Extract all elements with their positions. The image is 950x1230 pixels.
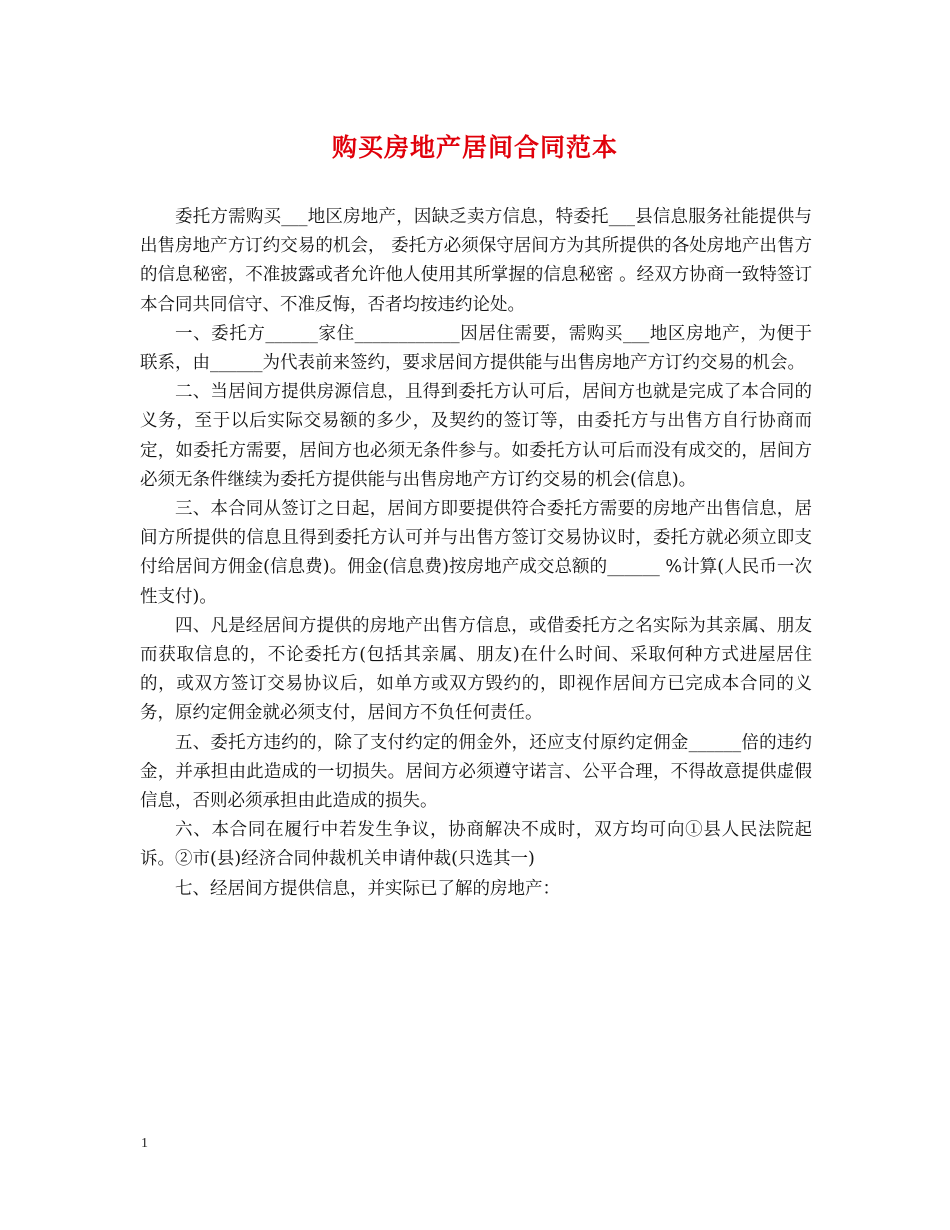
- document-body: [140, 203, 812, 904]
- paragraph-intro: 委托方需购买___地区房地产，因缺乏卖方信息，特委托___县信息服务社能提供与出售房地产方订约交易的机会， 委托方必须保守居间方为其所提供的各处房地产出售方的信息秘密，不准披露或者允许他人使用其所掌握的信息秘密 。经双方协商一致特签订本合同共同信守、不准反悔，否者均按违约论处。: [140, 207, 812, 315]
- paragraph-clause-2: 二、当居间方提供房源信息，且得到委托方认可后，居间方也就是完成了本合同的义务，至于以后实际交易额的多少，及契约的签订等，由委托方与出售方自行协商而定，如委托方需要，居间方也必须无条件参与。如委托方认可后而没有成交的，居间方必须无条件继续为委托方提供能与出售房地产方订约交易的机会(信息)。: [140, 382, 812, 490]
- paragraph-clause-3: 三、本合同从签订之日起，居间方即要提供符合委托方需要的房地产出售信息，居间方所提供的信息且得到委托方认可并与出售方签订交易协议时，委托方就必须立即支付给居间方佣金(信息费)。佣金(信息费)按房地产成交总额的______ %计算(人民币一次性支付)。: [140, 499, 812, 607]
- paragraph-clause-5: 五、委托方违约的，除了支付约定的佣金外，还应支付原约定佣金______倍的违约金，并承担由此造成的一切损失。居间方必须遵守诺言、公平合理，不得故意提供虚假信息，否则必须承担由此造成的损失。: [140, 732, 812, 812]
- paragraph-clause-1: 一、委托方______家住____________因居住需要，需购买___地区房地产，为便于联系，由______为代表前来签约，要求居间方提供能与出售房地产方订约交易的机会。: [140, 323, 812, 374]
- paragraph-clause-7: 七、经居间方提供信息，并实际已了解的房地产：: [175, 878, 560, 899]
- page-number: 1: [141, 1136, 148, 1151]
- paragraph-clause-4: 四、凡是经居间方提供的房地产出售方信息，或借委托方之名实际为其亲属、朋友而获取信息的，不论委托方(包括其亲属、朋友)在什么时间、采取何种方式进屋居住的，或双方签订交易协议后，如单方或双方毁约的，即视作居间方已完成本合同的义务，原约定佣金就必须支付，居间方不负任何责任。: [140, 615, 812, 724]
- document-title: 购买房地产居间合同范本: [331, 133, 618, 162]
- paragraph-clause-6: 六、本合同在履行中若发生争议，协商解决不成时，双方均可向①县人民法院起诉。②市(县)经济合同仲裁机关申请仲裁(只选其一): [140, 820, 812, 870]
